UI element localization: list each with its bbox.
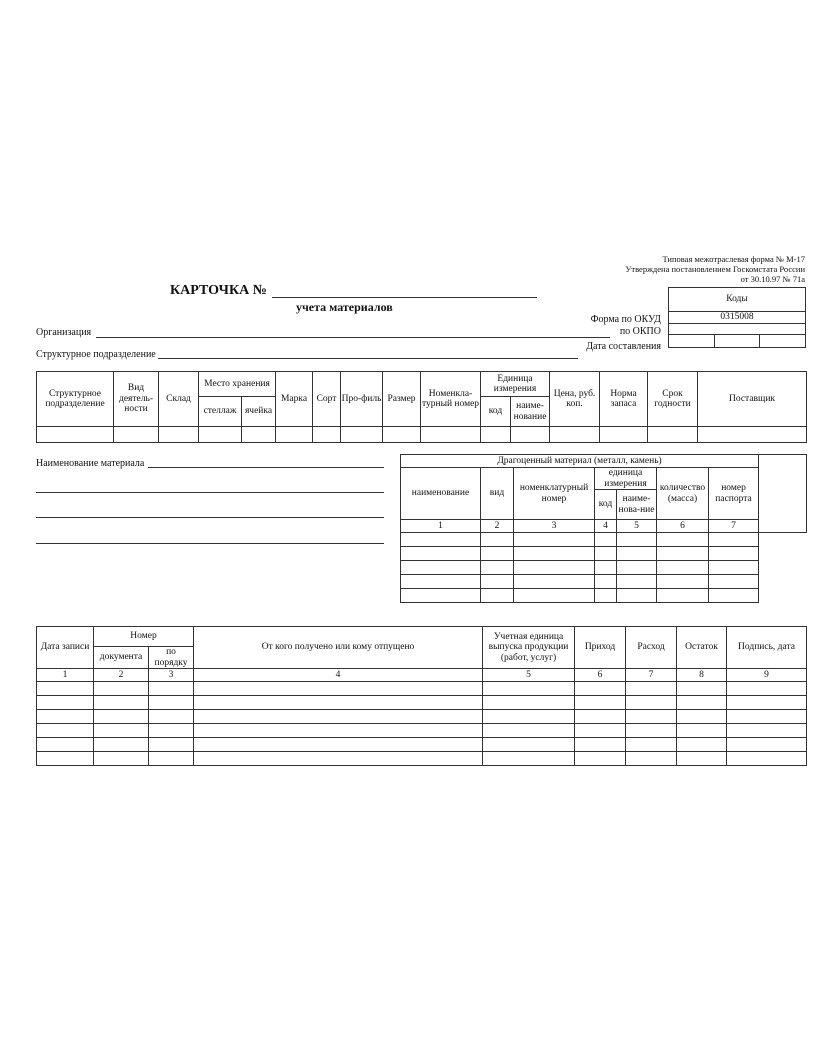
- cell[interactable]: [37, 724, 94, 738]
- table-row: [401, 575, 807, 589]
- cell[interactable]: [481, 427, 511, 443]
- table-row: [37, 427, 807, 443]
- cell[interactable]: [37, 738, 94, 752]
- cell[interactable]: [575, 696, 626, 710]
- table-row: [37, 738, 807, 752]
- cell[interactable]: [617, 547, 657, 561]
- cell[interactable]: [657, 561, 709, 575]
- col-naim: наименование: [401, 468, 481, 520]
- cell[interactable]: [483, 696, 575, 710]
- col-razmer: Размер: [383, 372, 421, 427]
- cell[interactable]: [481, 575, 514, 589]
- cell[interactable]: [401, 589, 481, 603]
- precious-title: Драгоценный материал (металл, камень): [401, 455, 759, 468]
- cell[interactable]: [727, 752, 807, 766]
- col-uchet: Учетная единица выпуска продукции (работ, услуг): [483, 627, 575, 669]
- cell[interactable]: [37, 710, 94, 724]
- col-ostatok: Остаток: [677, 627, 727, 669]
- material-name-label: Наименование материала: [36, 458, 145, 469]
- cell[interactable]: [727, 738, 807, 752]
- num: 1: [37, 669, 94, 682]
- cell[interactable]: [94, 696, 149, 710]
- num: 2: [94, 669, 149, 682]
- cell[interactable]: [709, 589, 759, 603]
- cell[interactable]: [626, 752, 677, 766]
- cell[interactable]: [595, 533, 617, 547]
- col-marka: Марка: [276, 372, 313, 427]
- cell[interactable]: [37, 696, 94, 710]
- cell[interactable]: [626, 738, 677, 752]
- cell[interactable]: [483, 738, 575, 752]
- org-label: Организация: [36, 327, 92, 338]
- date-label: Дата составления: [586, 341, 661, 352]
- cell: [759, 589, 807, 603]
- cell[interactable]: [677, 724, 727, 738]
- col-prihod: Приход: [575, 627, 626, 669]
- cell[interactable]: [481, 589, 514, 603]
- col-dokument: документа: [94, 647, 149, 669]
- cell[interactable]: [194, 696, 483, 710]
- cell[interactable]: [194, 710, 483, 724]
- okpo-label: по ОКПО: [619, 326, 661, 337]
- cell[interactable]: [677, 752, 727, 766]
- okud-value: 0315008: [669, 312, 806, 324]
- num: 4: [194, 669, 483, 682]
- cell[interactable]: [511, 427, 550, 443]
- precious-material-table: [400, 454, 807, 603]
- card-number-field[interactable]: [272, 297, 537, 298]
- blank-header: [759, 455, 807, 533]
- col-cena: Цена, руб. коп.: [550, 372, 600, 427]
- cell[interactable]: [383, 427, 421, 443]
- cell[interactable]: [114, 427, 159, 443]
- form-line-2: Утверждена постановлением Госкомстата России: [625, 264, 805, 274]
- num: 2: [481, 520, 514, 533]
- material-name-line-2[interactable]: [36, 492, 384, 493]
- card-title: КАРТОЧКА №: [170, 283, 267, 298]
- cell[interactable]: [199, 427, 242, 443]
- form-info: [505, 254, 805, 284]
- table-row: [37, 752, 807, 766]
- cell[interactable]: [149, 724, 194, 738]
- struct-label: Структурное подразделение: [36, 349, 156, 360]
- cell[interactable]: [37, 427, 114, 443]
- cell[interactable]: [401, 575, 481, 589]
- cell[interactable]: [657, 533, 709, 547]
- num: 7: [626, 669, 677, 682]
- table-row: [401, 547, 807, 561]
- cell[interactable]: [401, 533, 481, 547]
- cell[interactable]: [709, 561, 759, 575]
- col-postavshik: Поставщик: [698, 372, 807, 427]
- cell[interactable]: [709, 547, 759, 561]
- cell[interactable]: [677, 738, 727, 752]
- cell[interactable]: [617, 575, 657, 589]
- cell[interactable]: [595, 561, 617, 575]
- org-field[interactable]: [96, 337, 610, 338]
- table-row: [37, 710, 807, 724]
- cell[interactable]: [514, 589, 595, 603]
- cell[interactable]: [94, 724, 149, 738]
- col-edinica: единица измерения: [595, 468, 657, 490]
- cell[interactable]: [595, 589, 617, 603]
- cell: [759, 575, 807, 589]
- col-sort: Сорт: [313, 372, 341, 427]
- cell[interactable]: [626, 710, 677, 724]
- cell[interactable]: [727, 724, 807, 738]
- form-line-1: Типовая межотраслевая форма № М-17: [662, 254, 805, 264]
- cell[interactable]: [677, 710, 727, 724]
- col-kolvo: количество (масса): [657, 468, 709, 520]
- cell[interactable]: [698, 427, 807, 443]
- cell[interactable]: [149, 696, 194, 710]
- col-sklad: Склад: [159, 372, 199, 427]
- number-row: [401, 520, 807, 533]
- col-poryadku: по порядку: [149, 647, 194, 669]
- cell[interactable]: [483, 724, 575, 738]
- cell[interactable]: [421, 427, 481, 443]
- cell[interactable]: [575, 682, 626, 696]
- cell[interactable]: [514, 547, 595, 561]
- cell[interactable]: [276, 427, 313, 443]
- table-row: [37, 696, 807, 710]
- col-edinica: Единица измерения: [481, 372, 550, 397]
- cell[interactable]: [617, 561, 657, 575]
- cell[interactable]: [37, 682, 94, 696]
- col-mesto: Место хранения: [199, 372, 276, 397]
- num: 6: [575, 669, 626, 682]
- cell[interactable]: [341, 427, 383, 443]
- cell[interactable]: [194, 682, 483, 696]
- cell[interactable]: [242, 427, 276, 443]
- cell[interactable]: [595, 547, 617, 561]
- cell[interactable]: [677, 682, 727, 696]
- col-podpis: Подпись, дата: [727, 627, 807, 669]
- cell: [759, 561, 807, 575]
- cell[interactable]: [481, 547, 514, 561]
- col-kod: код: [595, 490, 617, 520]
- num: 1: [401, 520, 481, 533]
- table-row: [37, 724, 807, 738]
- cell[interactable]: [514, 561, 595, 575]
- cell[interactable]: [483, 752, 575, 766]
- cell[interactable]: [37, 752, 94, 766]
- cell[interactable]: [575, 710, 626, 724]
- movements-table: [36, 626, 807, 766]
- cell[interactable]: [313, 427, 341, 443]
- cell[interactable]: [481, 533, 514, 547]
- cell[interactable]: [550, 427, 600, 443]
- card-subtitle: учета материалов: [296, 300, 393, 314]
- col-data: Дата записи: [37, 627, 94, 669]
- num: 4: [595, 520, 617, 533]
- col-profil: Про-филь: [341, 372, 383, 427]
- cell[interactable]: [575, 738, 626, 752]
- material-name-line-4[interactable]: [36, 543, 384, 544]
- cell[interactable]: [483, 710, 575, 724]
- cell[interactable]: [483, 682, 575, 696]
- num: 3: [149, 669, 194, 682]
- cell[interactable]: [727, 696, 807, 710]
- cell[interactable]: [94, 752, 149, 766]
- cell[interactable]: [514, 575, 595, 589]
- okud-label: Форма по ОКУД: [590, 314, 661, 325]
- cell[interactable]: [709, 533, 759, 547]
- cell[interactable]: [575, 724, 626, 738]
- cell[interactable]: [657, 547, 709, 561]
- num: 5: [617, 520, 657, 533]
- col-pasport: номер паспорта: [709, 468, 759, 520]
- cell[interactable]: [626, 696, 677, 710]
- material-name-field[interactable]: [148, 467, 384, 468]
- cell[interactable]: [626, 724, 677, 738]
- cell[interactable]: [94, 710, 149, 724]
- table-row: [401, 589, 807, 603]
- num: 7: [709, 520, 759, 533]
- col-srok: Срок годности: [648, 372, 698, 427]
- material-attributes-table: [36, 371, 807, 443]
- cell[interactable]: [657, 575, 709, 589]
- codes-table: [668, 287, 806, 348]
- col-kod: код: [481, 397, 511, 427]
- cell[interactable]: [194, 752, 483, 766]
- col-rashod: Расход: [626, 627, 677, 669]
- cell[interactable]: [727, 710, 807, 724]
- col-nomenkl: Номенкла-турный номер: [421, 372, 481, 427]
- table-row: [37, 682, 807, 696]
- date-cell-1[interactable]: [669, 334, 715, 347]
- table-row: [401, 561, 807, 575]
- col-nomer: Номер: [94, 627, 194, 647]
- cell[interactable]: [159, 427, 199, 443]
- col-vid: Вид деятель-ности: [114, 372, 159, 427]
- cell[interactable]: [194, 738, 483, 752]
- cell[interactable]: [401, 547, 481, 561]
- cell[interactable]: [727, 682, 807, 696]
- cell[interactable]: [617, 533, 657, 547]
- col-nomenkl: номенклатурный номер: [514, 468, 595, 520]
- cell[interactable]: [149, 752, 194, 766]
- struct-field[interactable]: [158, 358, 578, 359]
- cell[interactable]: [648, 427, 698, 443]
- cell[interactable]: [677, 696, 727, 710]
- table-row: [401, 533, 807, 547]
- cell[interactable]: [595, 575, 617, 589]
- cell[interactable]: [194, 724, 483, 738]
- date-cell-2[interactable]: [714, 334, 760, 347]
- form-line-3: от 30.10.97 № 71а: [740, 274, 805, 284]
- num: 5: [483, 669, 575, 682]
- cell[interactable]: [709, 575, 759, 589]
- cell[interactable]: [94, 738, 149, 752]
- col-naim: наиме-нование: [511, 397, 550, 427]
- col-norma: Норма запаса: [600, 372, 648, 427]
- col-vid: вид: [481, 468, 514, 520]
- codes-header: Коды: [669, 288, 806, 312]
- cell[interactable]: [149, 738, 194, 752]
- cell[interactable]: [401, 561, 481, 575]
- num: 9: [727, 669, 807, 682]
- cell[interactable]: [626, 682, 677, 696]
- cell[interactable]: [149, 710, 194, 724]
- num: 3: [514, 520, 595, 533]
- cell[interactable]: [575, 752, 626, 766]
- cell: [759, 547, 807, 561]
- cell: [759, 533, 807, 547]
- num: 8: [677, 669, 727, 682]
- date-cell-3[interactable]: [760, 334, 806, 347]
- cell[interactable]: [600, 427, 648, 443]
- cell[interactable]: [514, 533, 595, 547]
- col-yacheyka: ячейка: [242, 397, 276, 427]
- cell[interactable]: [94, 682, 149, 696]
- col-struct: Структурное подразделение: [37, 372, 114, 427]
- cell[interactable]: [149, 682, 194, 696]
- material-name-line-3[interactable]: [36, 517, 384, 518]
- num: 6: [657, 520, 709, 533]
- cell[interactable]: [657, 589, 709, 603]
- okpo-value-cell[interactable]: [669, 323, 806, 334]
- col-naim2: наиме-нова-ние: [617, 490, 657, 520]
- cell[interactable]: [481, 561, 514, 575]
- number-row: [37, 669, 807, 682]
- col-otkogo: От кого получено или кому отпущено: [194, 627, 483, 669]
- col-stellazh: стеллаж: [199, 397, 242, 427]
- cell[interactable]: [617, 589, 657, 603]
